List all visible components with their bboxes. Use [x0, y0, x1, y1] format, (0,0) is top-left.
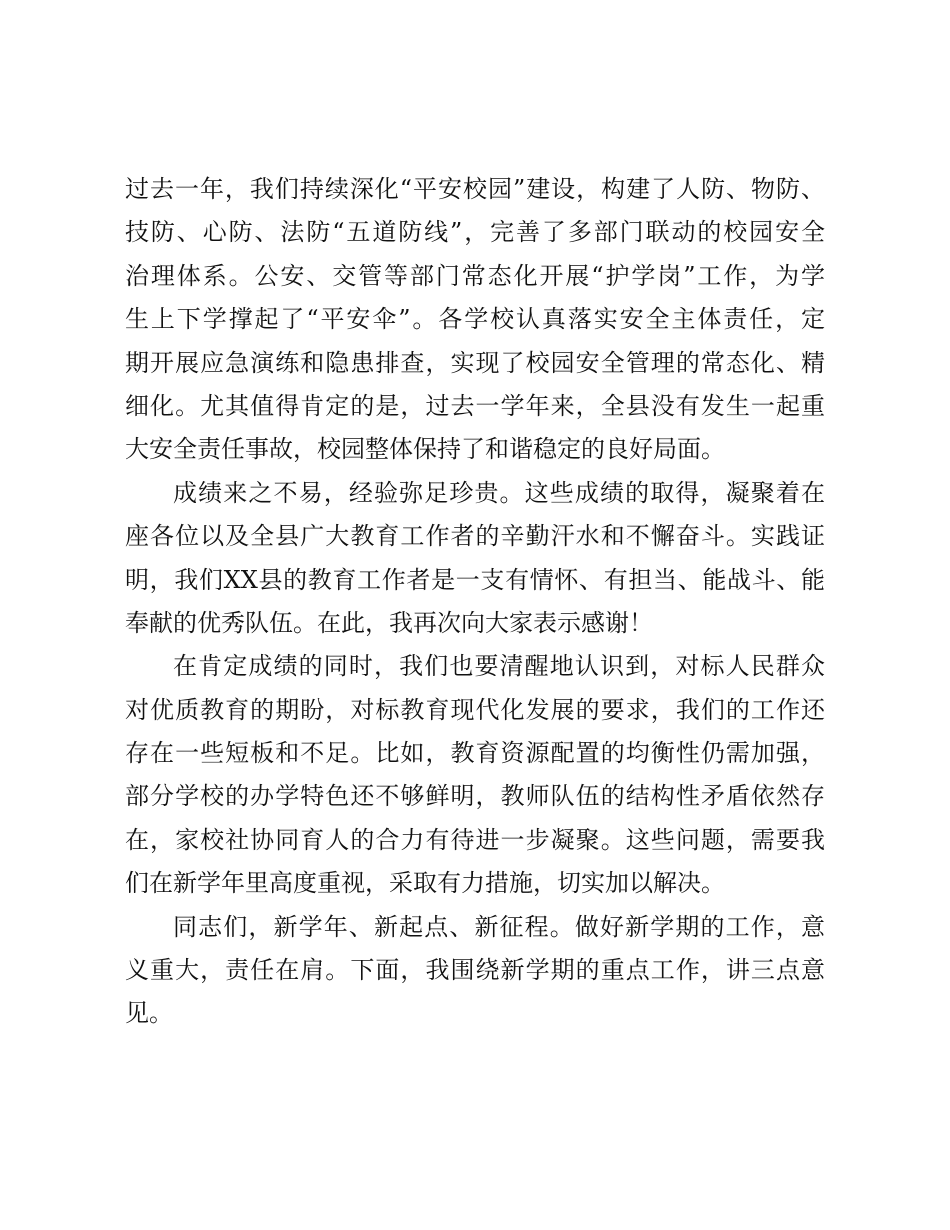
text-line: 对优质教育的期盼，对标教育现代化发展的要求，我们的工作还 — [125, 695, 825, 724]
text-line: 技防、心防、法防“五道防线”，完善了多部门联动的校园安全 — [125, 218, 825, 247]
text-line: 存在一些短板和不足。比如，教育资源配置的均衡性仍需加强， — [125, 739, 825, 768]
text-line: 在肯定成绩的同时，我们也要清醒地认识到，对标人民群众 — [173, 652, 825, 681]
text-line: 部分学校的办学特色还不够鲜明，教师队伍的结构性矛盾依然存 — [125, 782, 825, 811]
text-line: 生上下学撑起了“平安伞”。各学校认真落实安全主体责任，定 — [125, 305, 825, 334]
text-line: 义重大，责任在肩。下面，我围绕新学期的重点工作，讲三点意 — [125, 956, 825, 985]
text-line: 座各位以及全县广大教育工作者的辛勤汗水和不懈奋斗。实践证 — [125, 522, 825, 551]
text-line: 大安全责任事故，校园整体保持了和谐稳定的良好局面。 — [125, 435, 725, 464]
document-body — [125, 168, 825, 1036]
text-line: 明，我们XX县的教育工作者是一支有情怀、有担当、能战斗、能 — [125, 565, 825, 594]
text-line: 治理体系。公安、交管等部门常态化开展“护学岗”工作，为学 — [125, 261, 825, 290]
paragraph-achievements — [125, 472, 825, 646]
text-line: 过去一年，我们持续深化“平安校园”建设，构建了人防、物防、 — [125, 175, 825, 203]
text-line: 在，家校社协同育人的合力有待进一步凝聚。这些问题，需要我 — [125, 825, 825, 854]
text-line: 成绩来之不易，经验弥足珍贵。这些成绩的取得，凝聚着在 — [173, 478, 825, 507]
text-line: 期开展应急演练和隐患排查，实现了校园安全管理的常态化、精 — [125, 348, 825, 377]
text-line: 见。 — [125, 999, 173, 1028]
paragraph-safety — [125, 168, 825, 472]
text-line: 同志们，新学年、新起点、新征程。做好新学期的工作，意 — [173, 912, 825, 941]
text-line: 们在新学年里高度重视，采取有力措施，切实加以解决。 — [125, 869, 725, 898]
text-line: 奉献的优秀队伍。在此，我再次向大家表示感谢！ — [125, 608, 653, 637]
text-line: 细化。尤其值得肯定的是，过去一学年来，全县没有发生一起重 — [125, 391, 825, 420]
paragraph-shortcomings — [125, 645, 825, 905]
paragraph-new-term — [125, 906, 825, 1036]
